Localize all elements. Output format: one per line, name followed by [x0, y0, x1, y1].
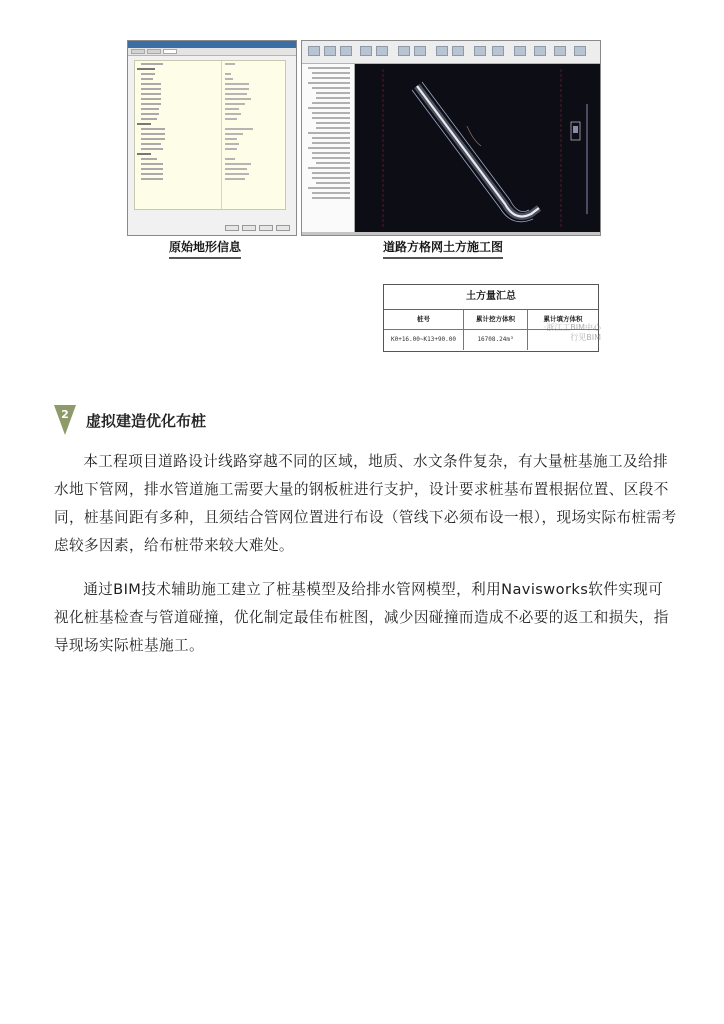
- table-cell: 16708.24m³: [464, 330, 528, 350]
- section-number-marker: [54, 405, 76, 435]
- dialog-tab: [163, 49, 177, 54]
- watermark-line: ·浙江工BIM中心: [543, 323, 601, 332]
- dialog-buttons: [225, 225, 290, 231]
- header-cell: 桩号: [384, 310, 464, 329]
- cad-canvas: [355, 64, 600, 235]
- dialog-tab: [131, 49, 145, 54]
- caption-road-grid: 道路方格网土方施工图: [383, 238, 503, 259]
- header-cell: 累计挖方体积: [464, 310, 528, 329]
- header-cell: 累计填方体积: [543, 315, 583, 323]
- dialog-button: [259, 225, 273, 231]
- dialog-button: [242, 225, 256, 231]
- terrain-properties-screenshot: [127, 40, 297, 236]
- cad-tree-panel: [302, 64, 355, 236]
- caption-terrain: 原始地形信息: [169, 238, 241, 259]
- figure-composite: [125, 38, 603, 366]
- paragraph: 本工程项目道路设计线路穿越不同的区域，地质、水文条件复杂，有大量桩基施工及给排水地下管网，排水管道施工需要大量的钢板桩进行支护，设计要求桩基布置根据位置、区段不同，桩基间距有多种，且须结合管网位置进行布设（管线下必须布设一根），现场实际布桩需考虑较多因素，给布桩带来较大难处。: [54, 453, 677, 554]
- watermark: [481, 323, 601, 353]
- dialog-button: [225, 225, 239, 231]
- watermark-line: 行见BIM: [570, 333, 601, 342]
- dialog-tabs: [128, 48, 296, 56]
- table-cell: K0+16.00~K13+90.00: [384, 330, 464, 350]
- road-grid-cad-screenshot: [301, 40, 601, 236]
- property-grid: [134, 60, 286, 210]
- section-title: 虚拟建造优化布桩: [86, 411, 207, 430]
- dialog-button: [276, 225, 290, 231]
- road-alignment-drawing: [355, 64, 600, 235]
- cad-ribbon: [302, 41, 600, 64]
- section-number: 2: [61, 408, 69, 421]
- earthwork-table-title: 土方量汇总: [384, 285, 598, 310]
- dialog-titlebar: [128, 41, 296, 48]
- cad-statusbar: [302, 232, 600, 235]
- dialog-tab: [147, 49, 161, 54]
- section-heading: [54, 405, 206, 435]
- paragraph: 通过BIM技术辅助施工建立了桩基模型及给排水管网模型，利用Navisworks软件实现可视化桩基检查与管道碰撞，优化制定最佳布桩图，减少因碰撞而造成不必要的返工和损失，指导现场实际桩基施工。: [54, 581, 669, 654]
